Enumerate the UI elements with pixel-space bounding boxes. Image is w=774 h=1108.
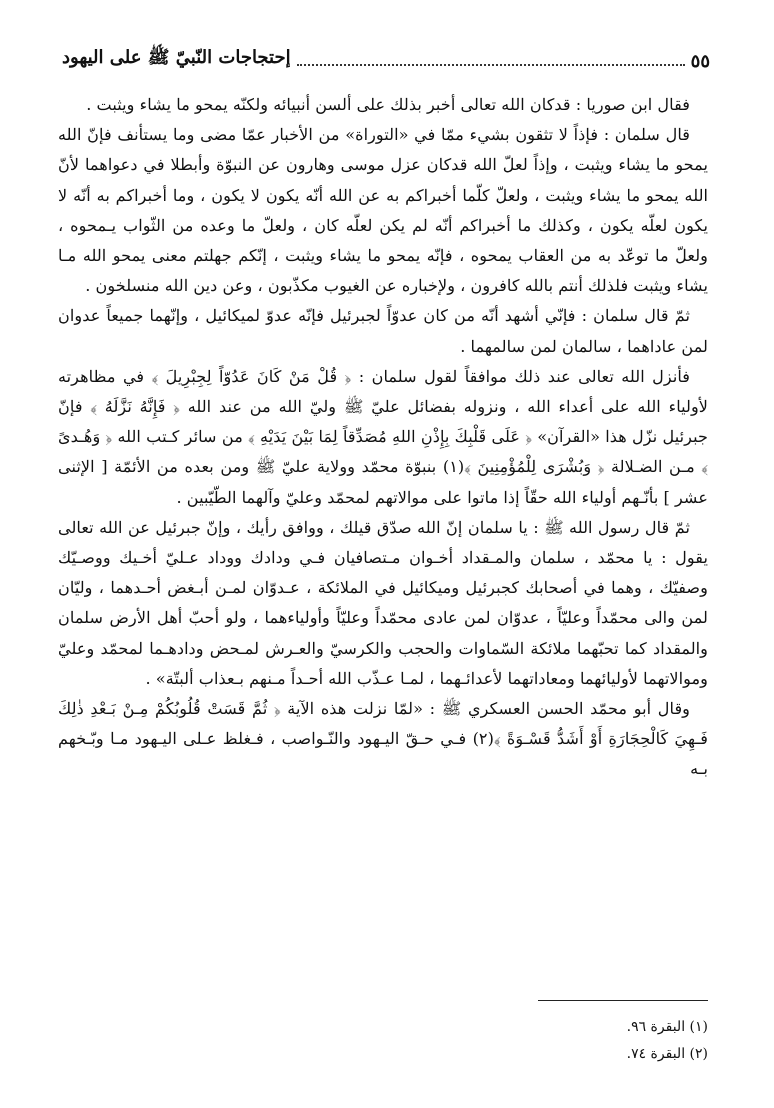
paragraph: وقال أبو محمّد الحسن العسكري ﷺ : «لمّا نزلت هذه الآية ﴿ ثُمَّ قَسَتْ قُلُوبُكُمْ مِـنْ بَـعْدِ ذٰلِكَ فَـهِيَ كَالْحِجَارَةِ أَوْ أَشَدُّ قَسْـوَةً ﴾(٢) فـي حـقّ اليـهود والنّـواصب ، فـغلظ عـلى اليـهود مـا وبّـخهم بـه bbox=[58, 699, 708, 779]
paragraph: قال سلمان : فإذاً لا تثقون بشيء ممّا في «التوراة» من الأخبار عمّا مضى وما يستأنف فإنّ الله يمحو ما يشاء ويثبت ، وإذاً لعلّ الله قدكان عزل موسى وهارون عن النبوّة وأبطلا في دعواهما لأنّ الله يمحو ما يشاء ويثبت ، ولعلّ كلّما أخبراكم به عن الله أنّه يكون لا يكون ، وما أخبراكم به أنّه لا يكون لعلّه يكون ، وكذلك ما أخبراكم أنّه لم يكن لعلّه كان ، ولعلّ ما وعده من الثّواب يـمحوه ، ولعلّ ما توعّد به من العقاب يمحوه ، فإنّه يمحو ما يشاء ويثبت ، إنّكم جهلتم معنى يمحو الله مـا يشاء ويثبت فلذلك أنتم بالله كافرون ، ولإخباره عن الغيوب مكذّبون ، وعن دين الله منسلخون . bbox=[58, 125, 708, 296]
main-text bbox=[58, 90, 708, 785]
paragraph: ثمّ قال رسول الله ﷺ : يا سلمان إنّ الله صدّق قيلك ، ووافق رأيك ، وإنّ جبرئيل عن الله تعالى يقول : يا محمّد ، سلمان والمـقداد أخـوان مـتصافيان فـي ودادك ووداد عـليّ أخـيك ووصـيّك وصفيّك ، وهما في أصحابك كجبرئيل وميكائيل في الملائكة ، عـدوّان لمـن أبـغض أحـدهما ، وليّان لمن والى محمّداً وعليّاً ، عدوّان لمن عادى محمّداً وعليّاً وأولياءهما ، ولو أحبّ أهل الأرض سلمان والمقداد كما تحبّهما ملائكة السّماوات والحجب والكرسيّ والعـرش لمـحض ودادهـما لمحمّد وعليّ وموالاتهما لأوليائهما ومعاداتهما لأعدائـهما ، لمـا عـذّب الله أحـداً مـنهم بـعذاب ألبتّة» . bbox=[58, 517, 708, 688]
footnote: (١) البقرة ٩٦. bbox=[626, 1019, 708, 1035]
footnotes bbox=[408, 1014, 708, 1068]
paragraph: فقال ابن صوريا : قدكان الله تعالى أخبر بذلك على ألسن أنبيائه ولكنّه يمحو ما يشاء ويثبت . bbox=[86, 95, 690, 114]
footnote-separator bbox=[538, 1000, 708, 1001]
footnote: (٢) البقرة ٧٤. bbox=[626, 1046, 708, 1062]
paragraph: فأنزل الله تعالى عند ذلك موافقاً لقول سلمان : ﴿ قُلْ مَنْ كَانَ عَدُوّاً لِجِبْرِيلَ ﴾ في مظاهرته لأولياء الله على أعداء الله ، ونزوله بفضائل عليّ ﷺ وليّ الله من عند الله ﴿ فَإِنَّهُ نَزَّلَهُ ﴾ فإنّ جبرئيل نزّل هذا «القرآن» ﴿ عَلَى قَلْبِكَ بِإِذْنِ اللهِ مُصَدِّقاً لِمَا بَيْنَ يَدَيْهِ ﴾ من سائر كـتب الله ﴿ وَهُـدىً ﴾ مـن الضـلالة ﴿ وَبُشْرَى لِلْمُؤْمِنِينَ ﴾(١) بنبوّة محمّد وولاية عليّ ﷺ ومن بعده من الأئمّة [ الإثنى عشر ] بأنّـهم أولياء الله حقّاً إذا ماتوا على موالاتهم لمحمّد وعليّ وآلهما الطّيّبين . bbox=[58, 366, 708, 507]
running-header-title: إحتجاجات النّبيّ ﷺ على اليهود bbox=[62, 47, 291, 68]
header-dotted-leader bbox=[297, 63, 685, 66]
page-number: ٥٥ bbox=[690, 51, 710, 72]
paragraph: ثمّ قال سلمان : فإنّي أشهد أنّه من كان عدوّاً لجبرئيل فإنّه عدوّ لميكائيل ، وإنّهما جميعاً عدوان لمن عاداهما ، سالمان لمن سالمهما . bbox=[58, 306, 708, 356]
running-header bbox=[62, 44, 710, 72]
